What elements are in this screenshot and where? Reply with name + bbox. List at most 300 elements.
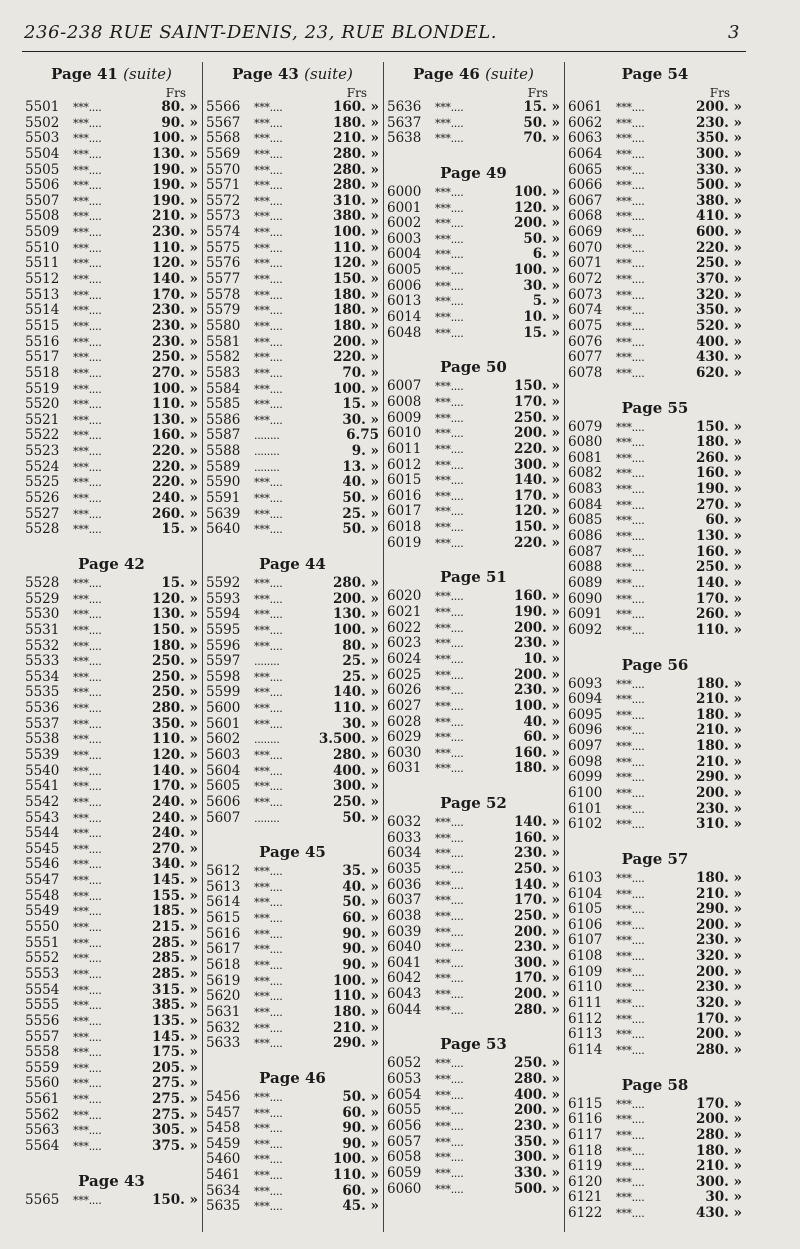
list-item [206, 382, 379, 398]
item-price: 180. » [332, 114, 379, 131]
item-price: 185. » [151, 903, 198, 920]
item-number: 5636 [387, 99, 422, 115]
item-marks: ***.... [435, 217, 464, 231]
item-number: 5544 [25, 825, 60, 842]
list-item [25, 350, 198, 366]
item-number: 5522 [25, 427, 60, 444]
item-marks: ***.... [435, 442, 464, 456]
item-price: 130. » [151, 606, 198, 623]
item-price: 90. » [342, 925, 379, 942]
item-marks: ***.... [435, 458, 464, 472]
item-marks: ***.... [73, 733, 102, 747]
item-number: 5516 [25, 333, 60, 350]
item-price: 60. » [342, 910, 379, 927]
item-number: 5511 [25, 255, 60, 272]
item-number: 6085 [568, 512, 603, 529]
item-marks: ***.... [616, 1175, 645, 1189]
list-item [387, 1088, 560, 1104]
section-title [568, 62, 742, 86]
section-title-text: Page 56 [621, 655, 689, 674]
list-item [387, 1119, 560, 1135]
list-item [568, 529, 742, 545]
item-number: 6063 [568, 130, 603, 147]
page-section [206, 1066, 379, 1215]
item-price: 270. » [695, 496, 742, 513]
item-price: 50. » [523, 114, 560, 131]
column-4 [565, 62, 746, 1232]
list-item [568, 1128, 742, 1144]
item-price: 110. » [332, 988, 379, 1005]
item-number: 6041 [387, 954, 422, 971]
item-number: 5604 [206, 762, 241, 779]
item-number: 6109 [568, 963, 603, 980]
item-number: 5526 [25, 490, 60, 507]
item-number: 6070 [568, 239, 603, 256]
item-marks: ***.... [616, 335, 645, 349]
item-number: 6056 [387, 1117, 422, 1134]
list-item [206, 1036, 379, 1052]
item-price: 230. » [513, 1117, 560, 1134]
item-marks: ***.... [254, 226, 283, 240]
list-item [568, 435, 742, 451]
item-marks: ***.... [73, 445, 102, 459]
item-price: 180. » [332, 317, 379, 334]
list-item [25, 507, 198, 523]
item-price: 140. » [151, 271, 198, 288]
item-price: 230. » [695, 932, 742, 949]
item-marks: ***.... [73, 194, 102, 208]
item-number: 5583 [206, 364, 241, 381]
list-item [568, 1159, 742, 1175]
item-price: 100. » [151, 380, 198, 397]
item-price: 200. » [513, 425, 560, 442]
list-item [206, 319, 379, 335]
item-number: 5513 [25, 286, 60, 303]
item-marks: ***.... [254, 959, 283, 973]
item-price: 120. » [513, 503, 560, 520]
item-price: 60. » [523, 729, 560, 746]
section-title-text: Page 46 [413, 65, 480, 83]
item-number: 5552 [25, 950, 60, 967]
currency-label: Frs [346, 86, 367, 100]
item-price: 250. » [151, 668, 198, 685]
item-number: 5535 [25, 684, 60, 701]
item-number: 5461 [206, 1167, 241, 1184]
item-price: 230. » [151, 333, 198, 350]
item-price: 130. » [151, 145, 198, 162]
item-price: 160. » [695, 465, 742, 482]
item-price: 160. » [513, 829, 560, 846]
item-price: 280. » [695, 1041, 742, 1058]
item-number: 6033 [387, 829, 422, 846]
item-marks: ***.... [435, 621, 464, 635]
item-price: 620. » [695, 364, 742, 381]
item-marks: ***.... [254, 795, 283, 809]
item-marks: ***.... [254, 351, 283, 365]
item-marks: ***.... [616, 1128, 645, 1142]
item-number: 5550 [25, 919, 60, 936]
list-item [25, 444, 198, 460]
item-price: 210. » [695, 753, 742, 770]
item-marks: ***.... [73, 304, 102, 318]
item-price: 305. » [151, 1122, 198, 1139]
item-price: 280. » [332, 145, 379, 162]
item-marks: ***.... [616, 724, 645, 738]
item-marks: ***.... [616, 304, 645, 318]
item-price: 140. » [513, 876, 560, 893]
item-price: 25. » [342, 653, 379, 670]
list-item [387, 310, 560, 326]
item-price: 30. » [523, 277, 560, 294]
item-number: 5546 [25, 856, 60, 873]
list-item [387, 232, 560, 248]
item-marks: ***.... [254, 335, 283, 349]
item-marks: ***.... [254, 639, 283, 653]
item-price: 45. » [342, 1198, 379, 1215]
item-price: 90. » [161, 114, 198, 131]
item-marks: ***.... [73, 1124, 102, 1138]
item-number: 6086 [568, 528, 603, 545]
item-number: 5523 [25, 443, 60, 460]
item-price: 40. » [342, 474, 379, 491]
item-number: 6115 [568, 1095, 603, 1112]
section-title-text: Page 55 [621, 398, 689, 417]
item-number: 5614 [206, 894, 241, 911]
item-marks: ***.... [73, 288, 102, 302]
list-item [25, 951, 198, 967]
list-item [25, 967, 198, 983]
list-item [387, 846, 560, 862]
item-number: 5563 [25, 1122, 60, 1139]
item-price: 430. » [695, 1205, 742, 1222]
list-item [25, 1123, 198, 1139]
item-marks: ***.... [435, 590, 464, 604]
list-item [387, 652, 560, 668]
list-item [25, 779, 198, 795]
list-item [206, 1152, 379, 1168]
item-marks: ***.... [254, 147, 283, 161]
item-marks: ***.... [73, 717, 102, 731]
section-suffix: (suite) [304, 65, 353, 83]
item-price: 110. » [695, 621, 742, 638]
item-number: 6028 [387, 713, 422, 730]
item-number: 5503 [25, 130, 60, 147]
item-number: 5586 [206, 411, 241, 428]
item-price: 290. » [695, 769, 742, 786]
item-number: 6024 [387, 650, 422, 667]
item-marks: ***.... [73, 1014, 102, 1028]
item-marks: ***.... [616, 101, 645, 114]
item-marks: ***.... [73, 101, 102, 114]
item-marks: ***.... [254, 304, 283, 318]
list-item [568, 194, 742, 210]
item-number: 6035 [387, 860, 422, 877]
list-item [25, 1092, 198, 1108]
item-number: 6034 [387, 845, 422, 862]
list-item [568, 513, 742, 529]
item-number: 6040 [387, 939, 422, 956]
list-item [25, 288, 198, 304]
item-marks: ***.... [616, 116, 645, 130]
list-item [568, 786, 742, 802]
list-item [387, 715, 560, 731]
item-price: 100. » [332, 380, 379, 397]
item-marks: ***.... [254, 1169, 283, 1183]
item-number: 5577 [206, 271, 241, 288]
item-number: 5596 [206, 637, 241, 654]
item-price: 250. » [151, 653, 198, 670]
list-item [568, 708, 742, 724]
item-price: 230. » [151, 302, 198, 319]
list-item [206, 335, 379, 351]
item-marks: ***.... [73, 889, 102, 903]
item-price: 50. » [342, 809, 379, 826]
item-number: 6066 [568, 177, 603, 194]
list-item [568, 1175, 742, 1191]
page-section [568, 847, 742, 1059]
page-section [387, 62, 560, 147]
item-marks: ***.... [73, 179, 102, 193]
page-section [568, 62, 742, 382]
item-price: 150. » [332, 271, 379, 288]
item-number: 6037 [387, 892, 422, 909]
item-number: 6122 [568, 1205, 603, 1222]
list-item [568, 1206, 742, 1222]
item-price: 10. » [523, 650, 560, 667]
item-price: 210. » [332, 130, 379, 147]
item-number: 6112 [568, 1010, 603, 1027]
section-suffix: (suite) [123, 65, 172, 83]
list-item [387, 683, 560, 699]
item-price: 200. » [695, 916, 742, 933]
item-price: 170. » [513, 487, 560, 504]
currency-label: Frs [527, 86, 548, 100]
item-number: 6117 [568, 1126, 603, 1143]
item-price: 240. » [151, 809, 198, 826]
list-item [25, 460, 198, 476]
item-number: 5510 [25, 239, 60, 256]
item-price: 170. » [151, 286, 198, 303]
item-marks: ***.... [616, 818, 645, 832]
item-number: 6012 [387, 456, 422, 473]
item-marks: ***.... [616, 608, 645, 622]
item-number: 5502 [25, 114, 60, 131]
item-marks: ***.... [254, 717, 283, 731]
item-marks: ***.... [616, 903, 645, 917]
list-item [568, 256, 742, 272]
item-number: 5542 [25, 793, 60, 810]
list-item [25, 163, 198, 179]
item-marks: ***.... [616, 163, 645, 177]
item-number: 6111 [568, 995, 603, 1012]
item-marks: ***.... [73, 132, 102, 146]
item-price: 270. » [151, 840, 198, 857]
section-title [206, 62, 379, 86]
list-item [25, 413, 198, 429]
item-number: 5605 [206, 778, 241, 795]
item-number: 6016 [387, 487, 422, 504]
item-number: 6098 [568, 753, 603, 770]
list-item [206, 1106, 379, 1122]
item-number: 5533 [25, 653, 60, 670]
item-price: 100. » [513, 697, 560, 714]
item-price: 180. » [695, 675, 742, 692]
item-number: 6053 [387, 1071, 422, 1088]
item-marks: ***.... [73, 523, 102, 537]
list-item [25, 639, 198, 655]
list-item [387, 442, 560, 458]
list-item [206, 428, 379, 444]
list-item [568, 241, 742, 257]
item-price: 220. » [695, 239, 742, 256]
item-number: 6120 [568, 1173, 603, 1190]
item-price: 180. » [332, 286, 379, 303]
item-price: 110. » [332, 1167, 379, 1184]
item-marks: ***.... [73, 1193, 102, 1207]
list-item [387, 536, 560, 552]
item-price: 110. » [332, 239, 379, 256]
item-marks: ***.... [616, 693, 645, 707]
item-number: 5590 [206, 474, 241, 491]
list-item [206, 958, 379, 974]
list-item [568, 623, 742, 639]
item-number: 5529 [25, 590, 60, 607]
list-item [206, 717, 379, 733]
list-item [387, 605, 560, 621]
item-number: 5559 [25, 1059, 60, 1076]
item-number: 6022 [387, 619, 422, 636]
item-marks: ***.... [73, 147, 102, 161]
item-price: 130. » [695, 528, 742, 545]
item-number: 6092 [568, 621, 603, 638]
item-price: 60. » [342, 1182, 379, 1199]
item-price: 90. » [342, 957, 379, 974]
section-title-text: Page 41 [51, 65, 118, 83]
item-marks: ***.... [254, 163, 283, 177]
item-marks: ***.... [435, 1073, 464, 1087]
item-marks: ***.... [435, 380, 464, 394]
item-number: 6118 [568, 1142, 603, 1159]
item-number: 5509 [25, 224, 60, 241]
list-item [568, 902, 742, 918]
list-item [25, 826, 198, 842]
item-number: 6094 [568, 691, 603, 708]
item-marks: ***.... [435, 1119, 464, 1133]
list-item [25, 272, 198, 288]
list-item [387, 247, 560, 263]
item-price: 230. » [513, 845, 560, 862]
list-item [387, 1135, 560, 1151]
item-number: 6002 [387, 215, 422, 232]
item-marks: ***.... [435, 232, 464, 246]
item-price: 280. » [151, 700, 198, 717]
list-item [25, 1193, 198, 1209]
item-marks: ***.... [254, 288, 283, 302]
item-price: 50. » [523, 230, 560, 247]
list-item [387, 940, 560, 956]
page-section [387, 1032, 560, 1197]
item-price: 180. » [695, 1142, 742, 1159]
list-item [568, 482, 742, 498]
header-rule [22, 51, 746, 52]
item-number: 6083 [568, 481, 603, 498]
item-price: 275. » [151, 1075, 198, 1092]
item-number: 5538 [25, 731, 60, 748]
item-price: 340. » [151, 856, 198, 873]
list-item [206, 1121, 379, 1137]
item-price: 250. » [695, 255, 742, 272]
item-price: 100. » [151, 130, 198, 147]
item-marks: ***.... [616, 351, 645, 365]
list-item [206, 209, 379, 225]
item-marks: ***.... [73, 780, 102, 794]
item-number: 5617 [206, 941, 241, 958]
list-item [387, 116, 560, 132]
item-number: 5606 [206, 793, 241, 810]
item-price: 145. » [151, 1028, 198, 1045]
section-title [25, 62, 198, 86]
item-marks: ***.... [73, 476, 102, 490]
item-number: 5595 [206, 621, 241, 638]
item-price: 280. » [332, 161, 379, 178]
item-price: 300. » [695, 145, 742, 162]
item-number: 6091 [568, 606, 603, 623]
item-price: 100. » [332, 224, 379, 241]
column-2 [203, 62, 384, 1232]
item-marks: ***.... [435, 1104, 464, 1118]
item-marks: ***.... [73, 686, 102, 700]
item-number: 5591 [206, 490, 241, 507]
item-marks: ***.... [435, 731, 464, 745]
item-price: 285. » [151, 934, 198, 951]
item-marks: ........ [254, 429, 280, 443]
item-price: 135. » [151, 1012, 198, 1029]
item-marks: ***.... [435, 1166, 464, 1180]
list-item [387, 201, 560, 217]
item-price: 100. » [332, 1151, 379, 1168]
item-number: 5501 [25, 99, 60, 115]
item-number: 6077 [568, 349, 603, 366]
item-price: 170. » [151, 778, 198, 795]
list-item [25, 623, 198, 639]
item-price: 200. » [695, 99, 742, 115]
item-marks: ***.... [73, 241, 102, 255]
list-item [206, 100, 379, 116]
item-marks: ........ [254, 811, 280, 825]
item-marks: ........ [254, 655, 280, 669]
item-price: 400. » [513, 1086, 560, 1103]
item-number: 5548 [25, 887, 60, 904]
item-price: 230. » [513, 939, 560, 956]
list-item [387, 987, 560, 1003]
item-number: 5594 [206, 606, 241, 623]
item-price: 260. » [695, 449, 742, 466]
item-price: 220. » [151, 443, 198, 460]
list-item [206, 366, 379, 382]
item-price: 250. » [332, 793, 379, 810]
list-item [568, 288, 742, 304]
item-number: 5512 [25, 271, 60, 288]
item-number: 6068 [568, 208, 603, 225]
list-item [387, 395, 560, 411]
list-item [206, 1168, 379, 1184]
list-item [206, 491, 379, 507]
page-section [206, 840, 379, 1052]
list-item [387, 1166, 560, 1182]
item-marks: ***.... [616, 179, 645, 193]
section-title-text: Page 42 [78, 554, 145, 573]
item-marks: ***.... [254, 686, 283, 700]
